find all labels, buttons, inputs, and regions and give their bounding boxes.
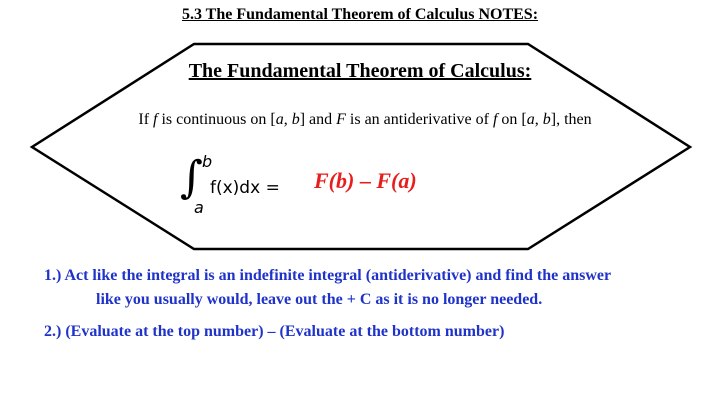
statement-text: , [283, 111, 292, 128]
result-F-of-a: F(a) [376, 168, 417, 193]
statement-var-b: b [291, 111, 300, 128]
theorem-heading: The Fundamental Theorem of Calculus: [188, 60, 532, 82]
statement-var-f: f [492, 111, 498, 128]
result-F-of-b: F(b) [314, 168, 355, 193]
integral-lower-limit: a [194, 198, 204, 217]
integral-upper-limit: b [202, 152, 213, 171]
ftc-formula [180, 152, 480, 222]
integral-sign: ∫ [180, 152, 203, 203]
statement-text: ] and [299, 111, 337, 128]
statement-text: on [ [497, 111, 527, 128]
statement-text: If [138, 111, 154, 128]
statement-var-f: f [153, 111, 158, 128]
page-title: 5.3 The Fundamental Theorem of Calculus NOTES: [181, 6, 539, 23]
result-minus: – [354, 168, 377, 193]
formula-result [314, 168, 417, 194]
statement-text: ], then [550, 111, 592, 128]
statement-var-a: a [526, 111, 535, 128]
step-2: 2.) (Evaluate at the top number) – (Evaluate at the bottom number) [44, 323, 505, 340]
statement-var-b: b [542, 111, 551, 128]
step-1-line-2: like you usually would, leave out the + C as it is no longer needed. [96, 291, 543, 308]
statement-text: , [534, 111, 543, 128]
statement-text: is continuous on [ [157, 111, 276, 128]
statement-var-F: F [336, 111, 346, 128]
statement-text: is an antiderivative of [345, 111, 493, 128]
integrand: f(x)dx = [210, 178, 280, 198]
theorem-statement [0, 111, 720, 129]
statement-var-a: a [275, 111, 284, 128]
step-1-line-1: 1.) Act like the integral is an indefinite integral (antiderivative) and find the answer [44, 267, 612, 284]
